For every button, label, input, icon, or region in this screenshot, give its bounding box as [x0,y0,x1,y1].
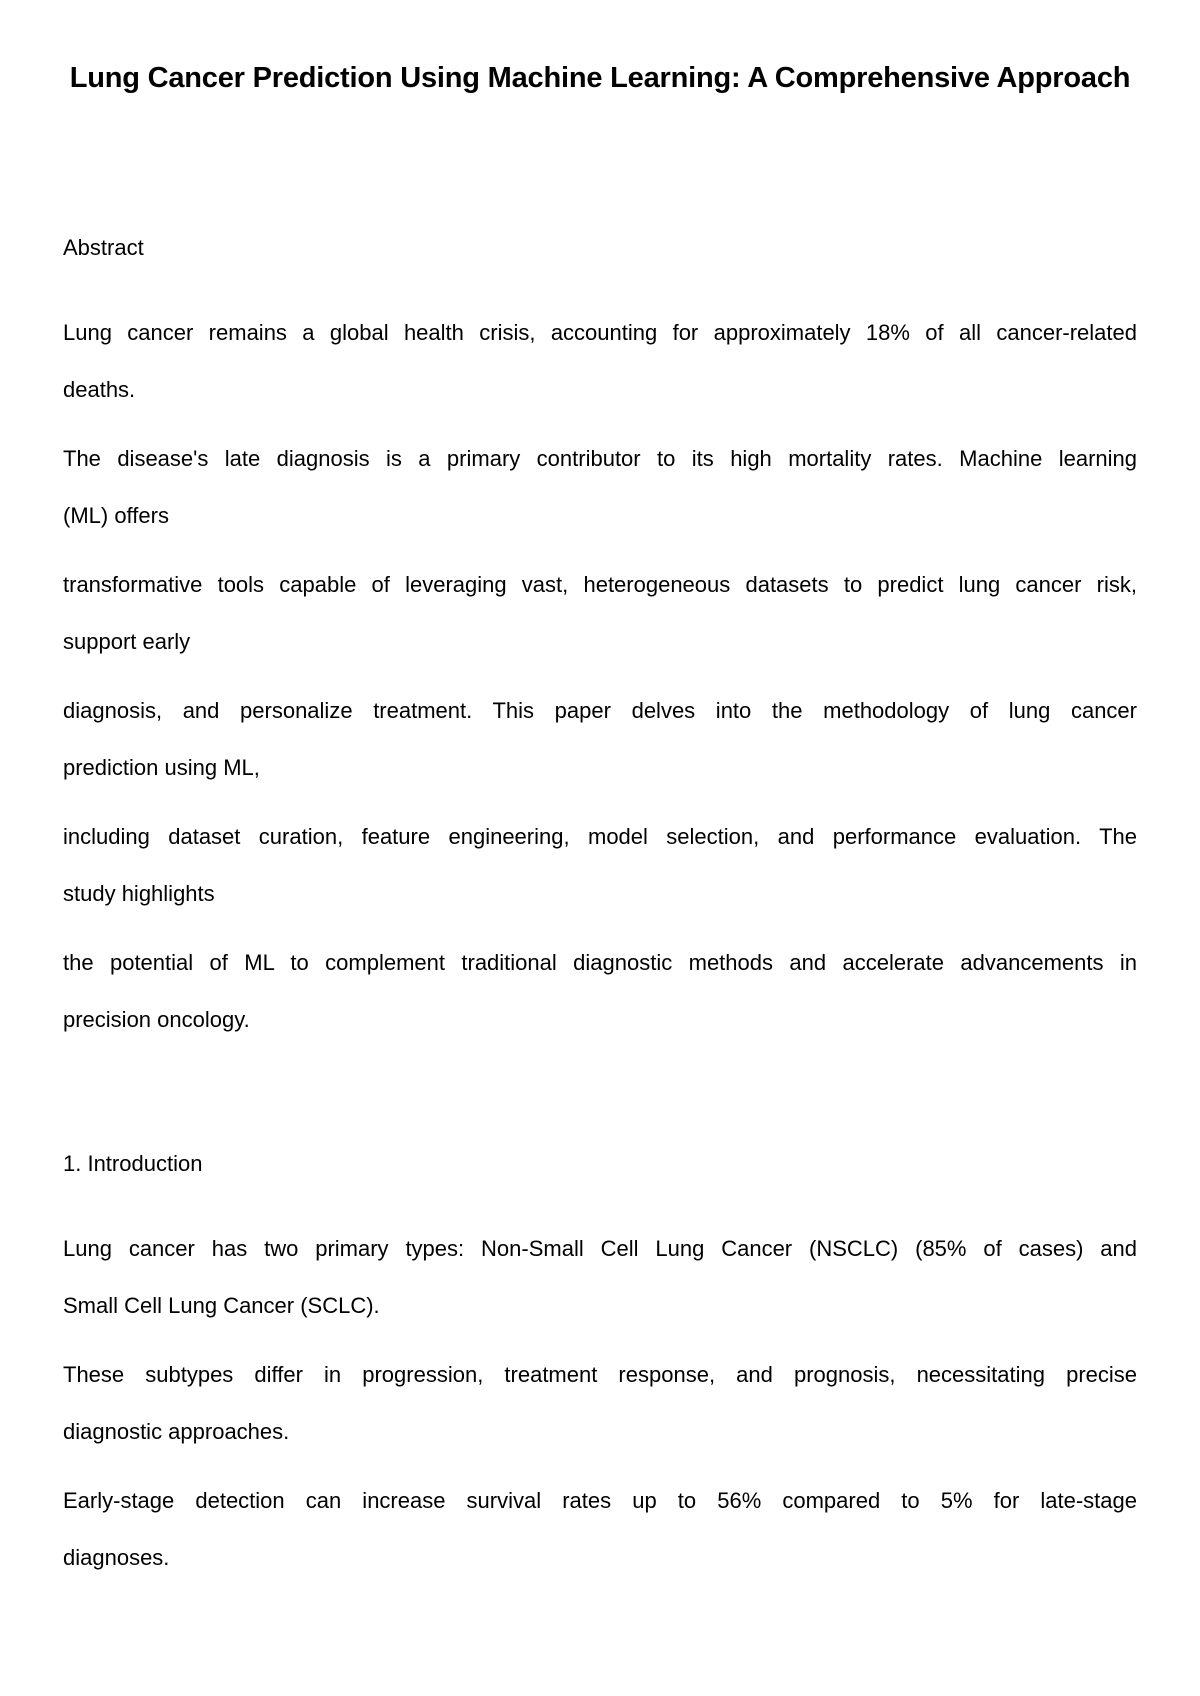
paper-title: Lung Cancer Prediction Using Machine Learning: A Comprehensive Approach [69,62,1131,94]
introduction-paragraph-1: Lung cancer has two primary types: Non-Small Cell Lung Cancer (NSCLC) (85% of cases) and Small Cell Lung Cancer (SCLC). [63,1236,1137,1318]
abstract-paragraph-1: Lung cancer remains a global health crisis, accounting for approximately 18% of all cancer-related deaths. [63,320,1137,402]
abstract-paragraph-2: The disease's late diagnosis is a primary contributor to its high mortality rates. Machine learning (ML) offers [63,446,1137,528]
abstract-paragraph-5: including dataset curation, feature engineering, model selection, and performance evaluation. The study highlights [63,824,1137,906]
introduction-heading: 1. Introduction [63,1151,203,1176]
introduction-paragraph-2: These subtypes differ in progression, treatment response, and prognosis, necessitating precise diagnostic approaches. [63,1362,1137,1444]
abstract-paragraph-3: transformative tools capable of leveraging vast, heterogeneous datasets to predict lung cancer risk, support early [63,572,1137,654]
introduction-paragraph-3: Early-stage detection can increase survival rates up to 56% compared to 5% for late-stage diagnoses. [63,1488,1137,1570]
abstract-paragraph-4: diagnosis, and personalize treatment. This paper delves into the methodology of lung cancer prediction using ML, [63,698,1137,780]
abstract-heading: Abstract [63,235,144,260]
abstract-paragraph-6: the potential of ML to complement traditional diagnostic methods and accelerate advancements in precision oncology. [63,950,1137,1032]
